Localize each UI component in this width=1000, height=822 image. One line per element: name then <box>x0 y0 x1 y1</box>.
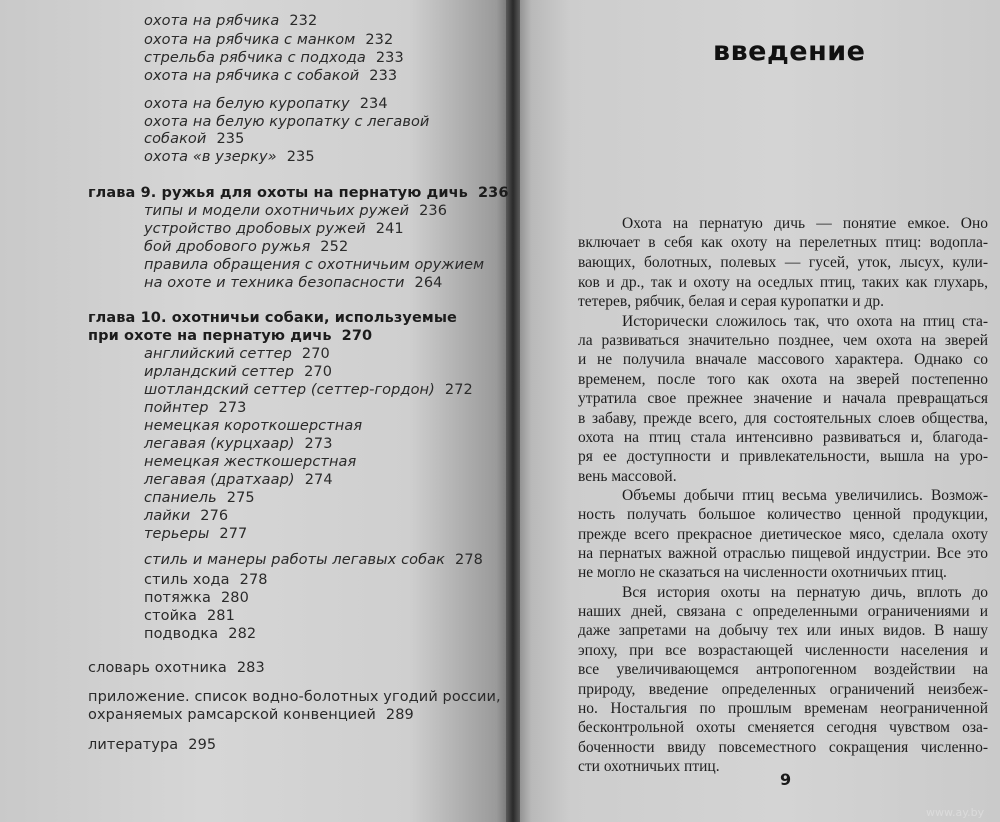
body-line: охота на птиц стала интенсивно развиваться и, благода- <box>578 429 988 446</box>
toc-entry-page: 252 <box>320 239 349 255</box>
toc-entry-title: подводка <box>144 626 219 642</box>
toc-entry-page: 270 <box>304 364 333 380</box>
toc-entry-page: 281 <box>206 608 235 624</box>
toc-entry-page: 232 <box>289 13 318 29</box>
toc-entry-title: стиль и манеры работы легавых собак <box>144 552 445 568</box>
toc-entry-page: 278 <box>455 552 483 568</box>
toc-entry <box>144 471 333 489</box>
toc-entry <box>88 309 457 327</box>
body-line: вень массовой. <box>578 468 677 485</box>
toc-entry <box>144 417 362 435</box>
toc-entry-title: спаниель <box>144 490 217 506</box>
body-line: ла развиваться значительно позднее, чем охота на зверей <box>578 332 988 349</box>
body-line: утратила свое прежнее значение и начала превращаться <box>578 390 988 407</box>
toc-entry <box>144 489 255 507</box>
toc-entry-page: 264 <box>414 275 443 291</box>
toc-entry-page: 282 <box>228 626 257 642</box>
toc-entry-page: 272 <box>444 382 473 398</box>
body-line: Вся история охоты на пернатую дичь, вплоть до <box>622 584 988 601</box>
toc-entry-title: пойнтер <box>144 400 209 416</box>
toc-entry <box>144 607 235 625</box>
toc-entry-page: 295 <box>188 737 217 753</box>
toc-entry-title: охраняемых рамсарской конвенцией <box>88 707 376 723</box>
toc-entry-page: 280 <box>220 590 249 606</box>
toc-entry <box>144 551 483 569</box>
toc-entry-page: 283 <box>236 660 265 676</box>
toc-entry <box>144 381 473 399</box>
toc-entry-page: 270 <box>341 328 373 344</box>
toc-entry-title: стиль хода <box>144 572 230 588</box>
toc-entry <box>144 202 447 220</box>
toc-entry-page: 276 <box>200 508 229 524</box>
toc-entry-page: 235 <box>286 149 315 165</box>
body-line: но. Ностальгия по прошлым временам неограниченной <box>578 700 988 717</box>
body-line: бесконтрольной охоты сменяется сегодня чувством оза- <box>578 719 988 736</box>
toc-entry-title: охота на рябчика с собакой <box>144 68 360 84</box>
toc-entry-page: 275 <box>226 490 255 506</box>
toc-entry-title: охота «в узерку» <box>144 149 277 165</box>
toc-entry-page: 241 <box>375 221 404 237</box>
toc-entry <box>88 659 265 677</box>
book-spine <box>506 0 520 822</box>
toc-entry-title: стойка <box>144 608 197 624</box>
toc-entry-title: охота на белую куропатку с легавой <box>144 114 430 130</box>
toc-entry <box>144 507 228 525</box>
toc-entry-page: 278 <box>239 572 268 588</box>
toc-entry <box>144 435 333 453</box>
toc-entry-title: немецкая жесткошерстная <box>144 454 357 470</box>
body-line: временем, после того как охота на зверей постепенно <box>578 371 988 388</box>
toc-entry-page: 232 <box>365 32 394 48</box>
body-line: все увеличивающемся антропогенном воздействии на <box>578 661 988 678</box>
body-line: прежде всего прекрасное диетическое мясо, сделала охоту <box>578 526 988 543</box>
toc-entry <box>88 736 216 754</box>
toc-entry-title: глава 9. ружья для охоты на пернатую дичь <box>88 185 468 201</box>
toc-entry-title: при охоте на пернатую дичь <box>88 328 332 344</box>
chapter-title: введение <box>713 36 866 67</box>
toc-entry-title: английский сеттер <box>144 346 292 362</box>
body-line: и не получила вначале массового характера. Однако со <box>578 351 988 368</box>
toc-entry-page: 235 <box>216 131 245 147</box>
toc-entry-title: легавая (дратхаар) <box>144 472 295 488</box>
toc-entry-title: терьеры <box>144 526 210 542</box>
toc-entry-title: на охоте и техника безопасности <box>144 275 405 291</box>
toc-entry-page: 236 <box>419 203 448 219</box>
toc-entry <box>144 31 393 49</box>
toc-entry-title: потяжка <box>144 590 211 606</box>
body-line: Объемы добычи птиц весьма увеличились. Возмож- <box>622 487 988 504</box>
toc-entry-page: 236 <box>477 185 509 201</box>
toc-entry-page: 273 <box>218 400 247 416</box>
toc-entry <box>144 113 429 131</box>
body-line: включает в себя как охоту на перелетных птиц: водопла- <box>578 234 988 251</box>
toc-entry <box>144 12 317 30</box>
toc-entry <box>144 525 247 543</box>
toc-entry <box>144 49 404 67</box>
toc-entry-title: устройство дробовых ружей <box>144 221 366 237</box>
toc-entry-page: 274 <box>304 472 333 488</box>
toc-entry-page: 277 <box>219 526 248 542</box>
toc-entry-page: 233 <box>375 50 404 66</box>
toc-entry <box>88 184 509 202</box>
body-line: тетерев, рябчик, белая и серая куропатки и др. <box>578 293 884 310</box>
toc-entry <box>144 399 247 417</box>
toc-entry-title: словарь охотника <box>88 660 227 676</box>
toc-entry <box>144 238 348 256</box>
body-line: в забаву, прежде всего, для состоятельных слоев общества, <box>578 410 988 427</box>
toc-entry <box>144 67 397 85</box>
toc-entry <box>144 95 388 113</box>
toc-entry-title: ирландский сеттер <box>144 364 295 380</box>
toc-entry <box>144 571 268 589</box>
toc-entry <box>88 706 414 724</box>
toc-entry-title: глава 10. охотничьи собаки, используемые <box>88 310 457 326</box>
toc-entry-page: 270 <box>301 346 330 362</box>
body-line: ность получать большое количество ценной продукции, <box>578 506 988 523</box>
toc-entry-title: легавая (курцхаар) <box>144 436 295 452</box>
body-line: боченности ввиду повсеместного сокращения численно- <box>578 739 988 756</box>
toc-entry-title: приложение. список водно-болотных угодий россии, <box>88 689 501 705</box>
toc-entry-title: правила обращения с охотничьим оружием <box>144 257 485 273</box>
toc-entry <box>144 363 332 381</box>
body-line: природу, введение определенных ограничений неизбеж- <box>578 681 988 698</box>
body-line: вающих, болотных, полевых — гусей, уток, лысух, кули- <box>578 254 988 271</box>
body-line: Охота на пернатую дичь — понятие емкое. Оно <box>622 215 988 232</box>
body-line: эпоху, при все возрастающей численности населения и <box>578 642 988 659</box>
toc-entry-title: бой дробового ружья <box>144 239 311 255</box>
body-line: сти охотничьих птиц. <box>578 758 720 775</box>
toc-entry <box>144 589 249 607</box>
toc-entry-title: охота на белую куропатку <box>144 96 350 112</box>
toc-entry-title: шотландский сеттер (сеттер-гордон) <box>144 382 435 398</box>
toc-entry-page: 273 <box>304 436 333 452</box>
watermark: www.ay.by <box>926 806 985 819</box>
toc-entry-title: охота на рябчика <box>144 13 280 29</box>
toc-entry <box>144 274 442 292</box>
body-line: ря ее доступности и привлекательности, вышла на уро- <box>578 448 988 465</box>
toc-entry <box>144 130 244 148</box>
body-line: не могло не сказаться на численности охотничьих птиц. <box>578 564 947 581</box>
page-number: 9 <box>780 770 792 789</box>
toc-entry-page: 234 <box>359 96 388 112</box>
toc-entry <box>144 220 404 238</box>
toc-entry-title: охота на рябчика с манком <box>144 32 356 48</box>
body-line: даже запретами на добычу тех или иных видов. В нашу <box>578 622 988 639</box>
body-line: на пернатых важной отраслью пищевой индустрии. Все это <box>578 545 988 562</box>
toc-entry <box>88 327 372 345</box>
toc-entry <box>144 148 315 166</box>
toc-entry <box>144 453 356 471</box>
body-line: наших дней, связана с определенными ограничениями и <box>578 603 988 620</box>
toc-entry-page: 233 <box>369 68 398 84</box>
toc-entry-page: 289 <box>385 707 414 723</box>
toc-entry-title: стрельба рябчика с подхода <box>144 50 366 66</box>
toc-entry-title: собакой <box>144 131 207 147</box>
toc-entry-title: немецкая короткошерстная <box>144 418 363 434</box>
toc-entry <box>144 345 330 363</box>
toc-entry-title: литература <box>88 737 179 753</box>
toc-entry-title: типы и модели охотничьих ружей <box>144 203 410 219</box>
toc-entry <box>88 688 501 706</box>
body-line: ков и др., так и охоту на оседлых птиц, таких как глухарь, <box>578 274 988 291</box>
toc-entry <box>144 625 256 643</box>
toc-entry <box>144 256 484 274</box>
toc-entry-title: лайки <box>144 508 191 524</box>
body-line: Исторически сложилось так, что охота на птиц ста- <box>622 313 988 330</box>
